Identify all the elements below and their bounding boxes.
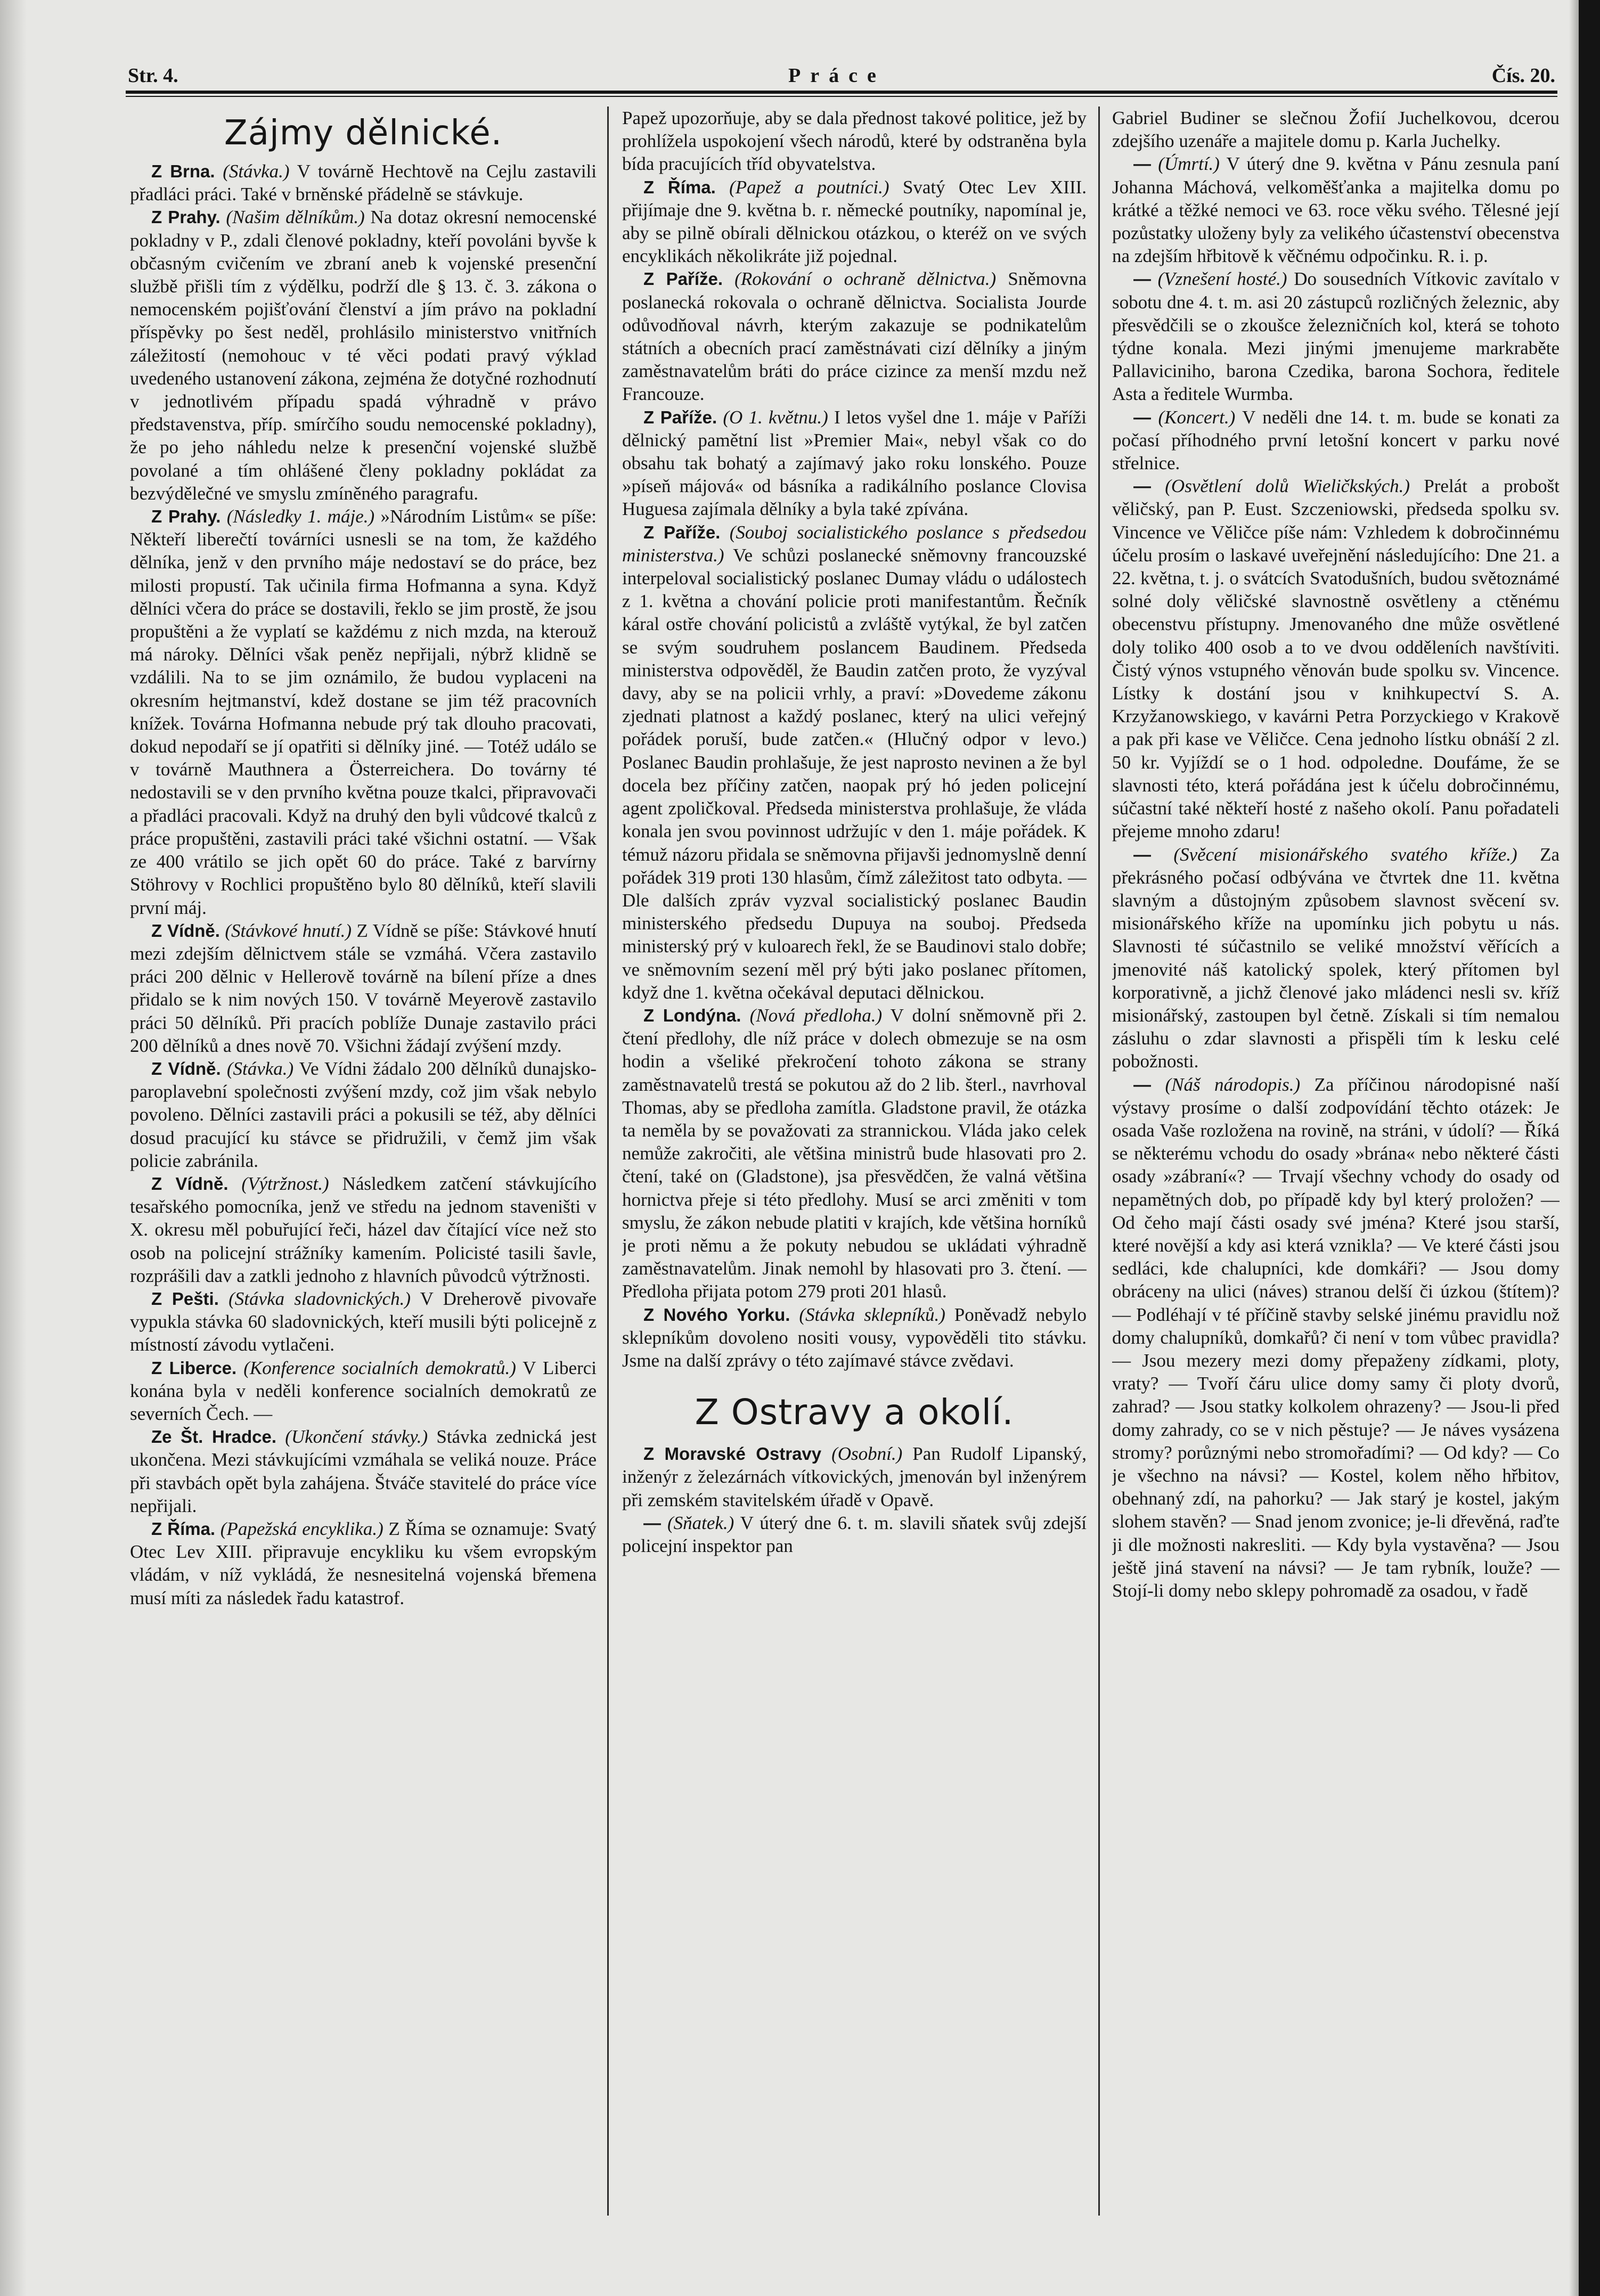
news-item-subject: (Osobní.) <box>831 1443 903 1465</box>
news-item-place: Ze Št. Hradce. <box>151 1427 277 1447</box>
news-item <box>1112 406 1560 475</box>
news-item-subject: (Výtržnost.) <box>241 1173 329 1194</box>
news-item-place: Z Prahy. <box>151 506 221 527</box>
news-item-subject: (Sňatek.) <box>667 1512 734 1533</box>
news-item-text: V továrně Hechtově na Cejlu zastavili přadláci práci. Také v brněnské přádelně se stávkuje. <box>130 161 597 205</box>
news-item-place: Z Vídně. <box>151 920 220 941</box>
news-item-subject: (Stávkové hnutí.) <box>225 920 352 941</box>
news-item-text: V dolní sněmovně při 2. čtení předlohy, dle níž práce v dolech obmezuje se na osm hodin a všeliké překročení tohoto zákona se strany zaměstnavatelů trestá se pokutou až do 2 lib. šterl., navrhoval Thomas, aby se předloha zamítla. Gladstone pravil, že otázka ta neměla by se považovati za strannickou. Vláda jako celek nemůže zakročiti, ale většina ministrů bude hlasovati pro 2. čtení, také on (Gladstone), jsa přesvědčen, že valná většina hornictva přeje si této předlohy. Musí se arci změniti v tom smyslu, že zákon nebude platiti v krajích, kde většina horníků je proti němu a že pokuty nebudou se ukládati výhradně zaměstnavatelům. Jinak nemohl by hlasovati pro 3. čtení. — Předloha přijata potom 279 proti 201 hlasů. <box>622 1004 1087 1302</box>
news-item-subject: (Našim dělníkům.) <box>226 207 365 228</box>
news-item-text: Na dotaz okresní nemocenské pokladny v P., zdali členové pokladny, kteří povoláni byvše k občasným cvičením ve zbraní aneb k vojenské presenční službě přišli tím z výdělku, podrží dle § 13. č. 3. zákona o nemocenském pojišťování členství a jím právo na pokladní příspěvky po šest neděl, prohlásilo ministerstvo vnitřních záležitostí (nemohouc v té věci podati pravý výklad uvedeného ustanovení zákona, zejména že dotyčné rozhodnutí v jednotlivém případu spadá výhradně v právo představenstva, příp. smírčího soudu nemocenské pokladny), že po jeho náhledu nelze k presenční vojenské službě povolané a tím ohlášené členy pokladny pokládat za bezvýdělečné ve smyslu zmíněného paragrafu. <box>130 207 597 504</box>
news-item <box>622 1004 1087 1303</box>
news-item-place: — <box>1133 269 1151 289</box>
news-item-text: Pan Rudolf Lipanský, inženýr z železárnách vítkovických, jmenován byl inženýrem při zemském stavitelském úřadě v Opavě. <box>622 1443 1087 1510</box>
news-item-subject: (Ukončení stávky.) <box>285 1426 428 1448</box>
news-item-text: Sněmovna poslanecká rokovala o ochraně dělnictva. Socialista Jourde odůvodňoval návrh, kterým zakazuje se podnikatelům státních a obecních prací zaměstnávati cizí dělníky a jiným zaměstnavatelům bráti do práce cizince za menší mzdu než Francouze. <box>622 268 1087 405</box>
news-item-subject: (Následky 1. máje.) <box>226 506 375 527</box>
news-item <box>622 1511 1087 1557</box>
news-item-text: »Národním Listům« se píše: Někteří liberečtí továrníci usnesli se na tom, že každého dělníka, jenž v den prvního máje nedostaví se do práce, bez milosti propustí. Tak učinila firma Hofmanna a syna. Když dělníci včera do práce se dostavili, řeklo se jim prostě, že jsou propuštěni a že vyplatí se každému z nich mzda, na kterouž má nároky. Dělníci však peněz nepřijali, nýbrž klidně se vzdálili. Na to se jim oznámilo, že budou vyplaceni na okresním hejtmanství, kdež dostane se jim též pracovních knížek. Továrna Hofmanna nebude prý tak dlouho pracovati, dokud nepodaří se jí opatřiti si dělníky jiné. — Totéž událo se v továrně Mauthnera a Österreichera. Do továrny té nedostavili se v den prvního května pouze tkalci, připravovači a přadláci pracovali. Když na druhý den byli vůdcové tkalců z práce propuštěni, zastavili práci také všichni ostatní. — Však ze 400 vrátilo se jich opět 60 do práce. Také z barvírny Stöhrovy v Rochlici propuštěno bylo 80 dělníků, kteří slavili první máj. <box>130 506 597 918</box>
news-item-text: I letos vyšel dne 1. máje v Paříži dělnický pamětní list »Premier Mai«, nebyl však co do obsahu tak bohatý a zajímavý jako roku lonského. Pouze »píseň májová« od básníka a radikálního poslance Clovisa Huguesa zajímala dělníky a byla také zpívána. <box>622 406 1087 520</box>
news-item-place: Z Londýna. <box>643 1005 741 1025</box>
news-item-subject: (Stávka.) <box>226 1058 294 1079</box>
news-item-place: Z Vídně. <box>151 1058 221 1078</box>
news-item <box>130 1287 597 1357</box>
page-number: Str. 4. <box>128 64 178 87</box>
news-item-text: Následkem zatčení stávkujícího tesařského pomocníka, jenž ve středu na jednom staveništi v X. okresu měl pobuřující řeči, házel dav čítající více než sto osob na policejní strážníky kamením. Policisté tasili šavle, rozprášili dav a zatkli jednoho z hlavních původců výtržnosti. <box>130 1173 597 1286</box>
news-item-place: — <box>1133 844 1151 864</box>
news-item-place: — <box>1133 1074 1151 1094</box>
news-item-place: Z Paříže. <box>643 407 717 427</box>
news-item-text: V Liberci konána byla v neděli konference socialních demokratů ze severních Čech. — <box>130 1357 597 1424</box>
news-item <box>622 267 1087 405</box>
column-1-articles <box>130 160 597 1609</box>
news-item-subject: (O 1. květnu.) <box>723 406 828 428</box>
news-item-place: Z Moravské Ostravy <box>643 1444 822 1464</box>
column-3 <box>1112 107 1560 2248</box>
news-item-place: — <box>1133 407 1151 427</box>
news-item-text: Stávka zednická jest ukončena. Mezi stávkujícími vzmáhala se veliká nouze. Práce při stavbách opět byla zahájena. Štváče stavitelé do práce více nepřijali. <box>130 1426 597 1516</box>
news-item <box>130 505 597 919</box>
news-item-place: Z Prahy. <box>151 207 221 227</box>
news-item <box>622 1303 1087 1372</box>
news-item <box>130 160 597 206</box>
news-item <box>622 406 1087 521</box>
column-2 <box>622 107 1087 2248</box>
header-rule <box>126 91 1557 94</box>
news-item-subject: (Papežská encyklika.) <box>220 1518 383 1539</box>
news-item-place: Z Liberce. <box>151 1358 237 1378</box>
news-item <box>1112 267 1560 405</box>
news-item <box>622 521 1087 1004</box>
news-item-text: Z Vídně se píše: Stávkové hnutí mezi zdejším dělnictvem stále se vzmáhá. Včera zastavilo práci 200 dělnic v Hellerově továrně na bílení příze a dnes přidalo se k nim nových 150. V továrně Meyerově zastavilo práci 50 dělníků. Při pracích poblíže Dunaje zastavilo práci 200 dělníků a dnes nově 70. Všichni žádají zvýšení mzdy. <box>130 920 597 1056</box>
news-item-subject: (Úmrtí.) <box>1158 153 1220 175</box>
news-item-subject: (Papež a poutníci.) <box>729 176 889 198</box>
news-item-place: Z Pešti. <box>151 1288 219 1309</box>
news-item-text: V úterý dne 6. t. m. slavili sňatek svůj zdejší policejní inspektor pan <box>622 1512 1087 1556</box>
news-item <box>622 1442 1087 1511</box>
scan-edge-right <box>1579 0 1600 2296</box>
news-item-text: Do sousedních Vítkovic zavítalo v sobotu dne 4. t. m. asi 20 zástupců rozličných železnic, aby přesvědčili se o zkoušce železničních kol, která se tohoto týdne konala. Mezi jinými jmenujeme markraběte Pallaviciniho, barona Czedika, barona Sochora, ředitele Asta a ředitele Wurmba. <box>1112 268 1560 405</box>
news-item-subject: (Osvětlení dolů Wieličkských.) <box>1165 476 1410 497</box>
news-item <box>1112 1073 1560 1603</box>
news-item-place: Z Nového Yorku. <box>643 1304 790 1325</box>
news-item <box>130 1517 597 1609</box>
news-item <box>130 206 597 505</box>
column-2-articles <box>622 176 1087 1372</box>
news-item-subject: (Souboj socialistického poslance s předsedou ministerstva.) <box>622 521 1087 566</box>
news-item-subject: (Nová předloha.) <box>749 1004 883 1026</box>
news-item-place: Z Paříže. <box>643 269 723 289</box>
news-item-place: Z Brna. <box>151 161 215 181</box>
news-item-text: V Dreherově pivovaře vypukla stávka 60 sladovnických, kteří musili býti policejně z místností závodu vytlačeni. <box>130 1288 597 1355</box>
news-item-subject: (Rokování o ochraně dělnictva.) <box>734 268 997 290</box>
news-item-text: Za příčinou národopisné naší výstavy prosíme o další zodpovídání těchto otázek: Je osada Vaše rozložena na rovině, na stráni, v údolí? — Říká se některému vchodu do osady »brána« nebo některé části osady »zábraní«? — Trvají všechny vchody do osady od nepamětných dob, po případě kdy byl který proložen? — Od čeho mají části osady své jména? Které jsou starší, které novější a kdy asi která vznikla? — Ve které části jsou sedláci, kde chalupníci, kde domkáři? — Jsou domy obráceny na ulici (náves) stranou delší či úzkou (štítem)? — Podléhají v té příčině stavby selské jinému pravidlu nož domy chalupníků, domkařů? či není v tom vůbec pravidla? — Jsou mezery mezi domy přepaženy zídkami, ploty, vraty? — Tvoří čáru ulice domy samy či ploty dvorů, zahrad? — Jsou statky kolkolem ohrazeny? — Jsou-li před domy zahrady, co se v nich pěstuje? — Je náves vysázena stromy? porůznými nebo stromořadími? — Od kdy? — Co je všechno na návsi? — Kostel, kolem něho hřbitov, obehnaný zdí, na pahorku? — Jak starý je kostel, jakým slohem stavěn? — Snad jenom zvonice; je-li dřevěná, raďte ji dle možnosti nakresliti. — Kdy byla vystavěna? — Jsou ještě jiná stavení na návsi? — Je tam rybník, louže? — Stojí-li domy nebo sklepy pohromadě za osadou, v řadě <box>1112 1074 1560 1601</box>
news-item-place: Z Říma. <box>643 177 716 197</box>
news-item-subject: (Stávka.) <box>223 161 290 182</box>
news-item <box>130 1172 597 1287</box>
column-3-articles <box>1112 152 1560 1602</box>
news-item <box>130 919 597 1057</box>
scan-edge-shadow <box>1569 0 1579 2296</box>
column-rule-2 <box>1098 107 1100 2216</box>
news-item-place: — <box>1133 476 1151 496</box>
news-item-place: — <box>1133 154 1151 174</box>
news-item-place: Z Paříže. <box>643 522 721 542</box>
news-item-text: Svatý Otec Lev XIII. přijímaje dne 9. května b. r. německé poutníky, napomínal je, aby se pilně obírali dělnickou otázkou, o kteréž on ve svých encyklikách několikráte již pojednal. <box>622 176 1087 267</box>
issue-number: Čís. 20. <box>1491 64 1555 87</box>
news-item-text: V úterý dne 9. května v Pánu zesnula paní Johanna Máchová, velkoměšťanka a majitelka domu po krátké a těžké nemoci ve 63. roce věku svého. Tělesné její pozůstatky uloženy byly za velikého účastenství obecenstva na zdejším hřbitově k věčnému odpočinku. R. i. p. <box>1112 153 1560 267</box>
news-item <box>130 1057 597 1172</box>
news-item-text: Za překrásného počasí odbývána ve čtvrtek dne 11. května slavným a důstojným způsobem slavnost svěcení sv. misionářského kříže na upomínku jich pobytu u nás. Slavnosti té súčastnilo se veliké množství věřících a jmenovité náš katolický spolek, který přítomen byl korporativně, a jichž členové jako mládenci nesli sv. kříž misionářský, zastoupen byl četně. Získali si tím nemalou zásluhu o zdar slavnosti a přispěli tím k lesku celé pobožnosti. <box>1112 844 1560 1072</box>
news-item-subject: (Svěcení misionářského svatého kříže.) <box>1173 844 1517 865</box>
news-item-subject: (Stávka sladovnických.) <box>228 1288 411 1309</box>
news-item-text: Prelát a probošt věličský, pan P. Eust. Szczeniowski, předseda spolku sv. Vincence ve Věličce píše nám: Vzhledem k dobročinnému účelu prosím o laskavé uveřejnění následujícího: Dne 21. a 22. května, t. j. o svátcích Svatodušních, budou světoznámé solné doly věličské slavnostně osvětleny a ctěnému obecenstvu přístupny. Jmenovaného dne může osvětlené doly toliko 400 osob a to ve dvou odděleních navštíviti. Čistý výnos vstupného věnován bude spolku sv. Vincence. Lístky k dostání jsou v knihkupectví S. A. Krzyžanowskiego, v kavárni Petra Porzyckiego v Krakově a pak při kase ve Věličce. Cena jednoho lístku obnáší 2 zl. 50 kr. Vyjíždí se o 1 hod. odpoledne. Doufáme, že se slavnosti této, která pořádána jest k účelu dobročinnému, súčastní také někteří hosté z našeho okolí. Panu pořadateli přejeme mnoho zdaru! <box>1112 476 1560 842</box>
news-item-text: Ve schůzi poslanecké sněmovny francouzské interpeloval socialistický poslanec Dumay vládu o událostech z 1. května a chování policie proti manifestantům. Řečník káral ostře chování policistů a zvláště vytýkal, že byl zatčen se svým soudruhem poslancem Baudinem. Předseda ministerstva odpověděl, že Baudin zatčen proto, že vyzýval davy, aby se na policii vrhly, a praví: »Dovedeme zákonu zjednati platnost a každý poslanec, který na ulici veřejný pořádek poruší, bude zatčen.« (Hlučný odpor v levo.) Poslanec Baudin prohlašuje, že jest naprosto nevinen a že byl docela bez příčiny zatčen, naopak prý hó jeden policejní agent zpoličkoval. Předseda ministerstva prohlašuje, že vláda konala jen svou povinnost udržujíc v den 1. máje pořádek. K témuž názoru přidala se sněmovna přijavši jednomyslně denní pořádek 319 proti 130 hlasům, čímž záležitost tato odbyta. — Dle dalších zpráv vyzval socialistický poslanec Baudin ministerského předsedu Dupuya na souboj. Předseda ministerský prý v kuloarech řekl, že se Baudinovi stalo dobře; ve sněmovním sezení měl prý býti jako poslanec přítomen, když dne 1. května očekával deputaci dělnickou. <box>622 544 1087 1003</box>
news-item <box>622 176 1087 268</box>
section-title-labor: Zájmy dělnické. <box>224 113 503 153</box>
news-item-subject: (Vznešení hosté.) <box>1157 268 1287 290</box>
newspaper-title: Práce <box>788 64 886 87</box>
column-rule-1 <box>607 107 609 2216</box>
article-continuation: Gabriel Budiner se slečnou Žofií Juchelkovou, dcerou zdejšího uzenáře a majitele domu p. Karla Juchelky. <box>1112 108 1560 152</box>
news-item-subject: (Stávka sklepníků.) <box>799 1304 945 1325</box>
column-1 <box>130 107 597 2248</box>
news-item-text: V neděli dne 14. t. m. bude se konati za počasí příhodného první letošní koncert v parku nové střelnice. <box>1112 406 1560 474</box>
section-title-ostrava: Z Ostravy a okolí. <box>695 1392 1014 1433</box>
news-item-subject: (Konference socialních demokratů.) <box>243 1357 516 1378</box>
news-item <box>1112 843 1560 1073</box>
news-item-subject: (Náš národopis.) <box>1165 1074 1301 1095</box>
news-item-subject: (Koncert.) <box>1158 406 1236 428</box>
news-item-text: Ve Vídni žádalo 200 dělníků dunajsko-paroplavební společnosti zvýšení mzdy, což jim však nebylo povoleno. Dělníci zastavili práci a pokusili se též, aby dělníci dosud pracující ku stávce se přidružili, v čemž jim však policie zabránila. <box>130 1058 597 1171</box>
news-item <box>130 1425 597 1517</box>
scan-edge-left <box>0 0 27 2296</box>
news-item-place: Z Vídně. <box>151 1173 228 1194</box>
article-continuation: Papež upozorňuje, aby se dala přednost takové politice, jež by prohlížela uspokojení všech národů, které by odstraněna byla bída pracujících tříd obyvatelstva. <box>622 108 1087 175</box>
news-item-place: — <box>643 1513 661 1533</box>
news-item <box>1112 152 1560 267</box>
news-item-text: Poněvadž nebylo sklepníkům dovoleno nositi vousy, vypověděli tito stávku. Jsme na další zprávy o této zajímavé stávce zvědavi. <box>622 1304 1087 1371</box>
header-rule-thin <box>126 96 1557 97</box>
news-item <box>130 1357 597 1426</box>
news-item-place: Z Říma. <box>151 1518 216 1539</box>
news-item-text: Z Říma se oznamuje: Svatý Otec Lev XIII. připravuje encykliku ku všem evropským vládám, v níž vykládá, že nesnesitelná vojenská břemena musí míti za následek řadu katastrof. <box>130 1518 597 1608</box>
column-2-local-articles <box>622 1442 1087 1557</box>
news-item <box>1112 475 1560 843</box>
